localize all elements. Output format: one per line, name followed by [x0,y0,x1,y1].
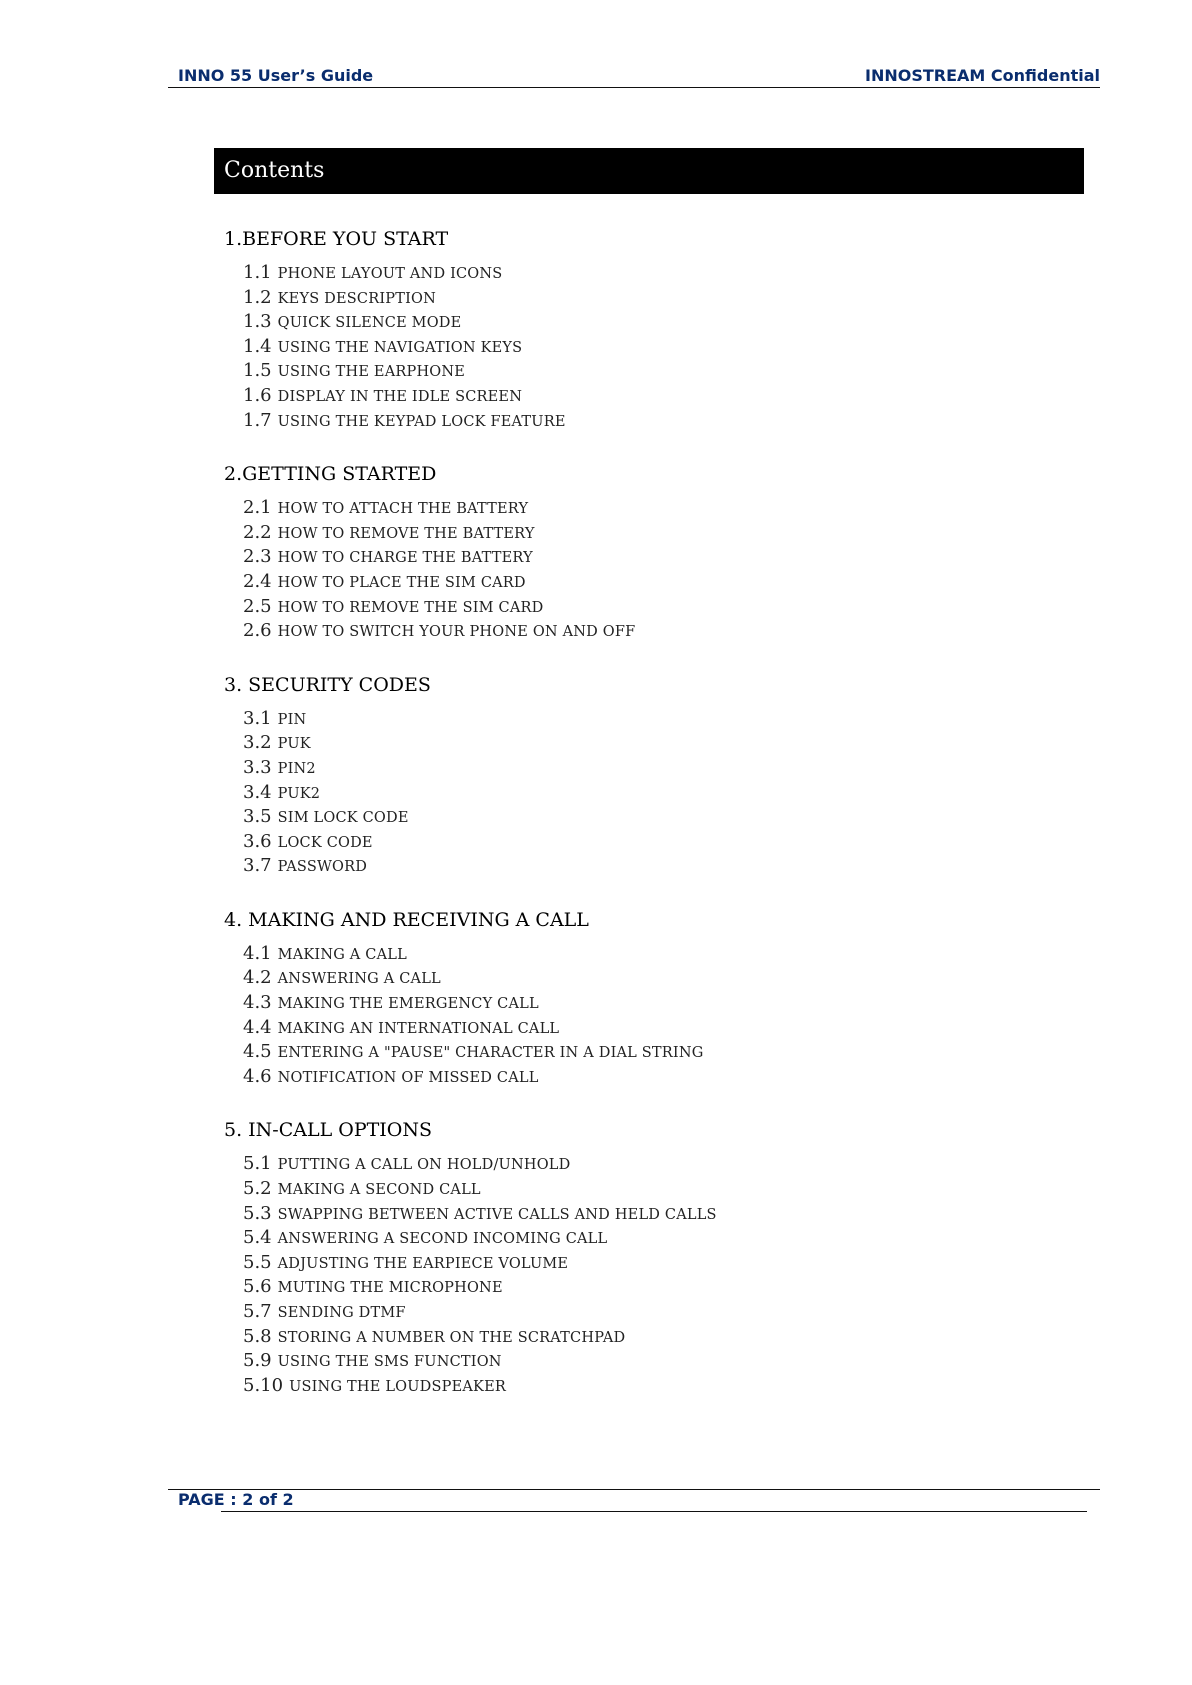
toc-item-number: 3.6 [243,830,272,852]
table-of-contents [224,226,1084,1426]
toc-item [243,310,1084,335]
toc-item [243,335,1084,360]
toc-item-number: 2.6 [243,620,272,642]
header-confidential: INNOSTREAM Confidential [865,66,1100,85]
toc-item-number: 2.1 [243,497,272,519]
toc-item-number: 1.4 [243,335,272,357]
section-title: 5. IN-CALL OPTIONS [224,1119,433,1142]
toc-item-number: 3.2 [243,732,272,754]
toc-item [243,756,1084,781]
toc-item-number: 1.3 [243,311,272,333]
toc-item [243,521,1084,546]
toc-item-number: 1.5 [243,360,272,382]
toc-item [243,731,1084,756]
toc-item-text: PASSWORD [277,859,368,876]
header-rule [168,87,1100,88]
toc-item-text: SENDING DTMF [277,1305,406,1321]
toc-item [243,707,1084,732]
toc-item-number: 4.4 [243,1016,272,1038]
toc-item [243,619,1084,644]
toc-item-text: STORING A NUMBER ON THE SCRATCHPAD [277,1329,626,1346]
toc-item-number: 5.2 [243,1178,272,1200]
toc-item-text: USING THE EARPHONE [277,364,466,381]
toc-item-text: HOW TO REMOVE THE SIM CARD [277,599,544,616]
toc-item [243,286,1084,311]
toc-item-text: SIM LOCK CODE [277,810,409,827]
toc-item-text: PUK [277,736,311,753]
toc-item-number: 2.5 [243,595,272,617]
toc-item [243,1374,1084,1399]
footer-page-number: PAGE : 2 of 2 [178,1490,294,1509]
toc-item [243,830,1084,855]
toc-item-text: MAKING THE EMERGENCY CALL [277,996,539,1013]
section-items [224,942,1084,1090]
toc-item-number: 4.6 [243,1065,272,1087]
toc-item-number: 2.3 [243,546,272,568]
toc-item-text: ENTERING A "PAUSE" CHARACTER IN A DIAL STRING [277,1045,704,1062]
toc-item [243,496,1084,521]
section-title: 1.BEFORE YOU START [224,228,449,250]
toc-item [243,595,1084,620]
toc-item-number: 3.3 [243,756,272,778]
section-title: 4. MAKING AND RECEIVING A CALL [224,908,589,931]
toc-item-number: 5.6 [243,1276,272,1298]
toc-item-number: 3.1 [243,707,272,729]
toc-item [243,1325,1084,1350]
toc-item-number: 5.4 [243,1227,272,1249]
toc-item [243,1016,1084,1041]
toc-item-text: USING THE NAVIGATION KEYS [277,339,523,356]
toc-item [243,1251,1084,1276]
toc-item [243,942,1084,967]
toc-item [243,409,1084,434]
toc-item-number: 4.1 [243,942,272,964]
toc-item-text: DISPLAY IN THE IDLE SCREEN [277,388,523,405]
toc-item [243,805,1084,830]
header-doc-title: INNO 55 User’s Guide [178,66,374,85]
toc-item-text: USING THE KEYPAD LOCK FEATURE [277,413,566,430]
toc-item-number: 5.1 [243,1153,272,1175]
toc-item-text: PIN2 [277,760,316,777]
toc-item-text: ANSWERING A SECOND INCOMING CALL [277,1231,608,1248]
toc-item [243,384,1084,409]
toc-item [243,1226,1084,1251]
section-items [224,261,1084,433]
toc-item-text: HOW TO PLACE THE SIM CARD [277,574,526,591]
toc-item-number: 4.5 [243,1041,272,1063]
toc-item-text: USING THE LOUDSPEAKER [289,1378,506,1395]
toc-item [243,1177,1084,1202]
toc-item-text: MAKING A CALL [277,946,407,963]
footer-rule-bottom [221,1511,1087,1512]
toc-item-text: ADJUSTING THE EARPIECE VOLUME [277,1255,569,1272]
toc-section [224,907,1084,1090]
toc-item-number: 5.7 [243,1301,272,1322]
toc-item-text: HOW TO CHARGE THE BATTERY [277,550,533,567]
section-title: 2.GETTING STARTED [224,463,437,486]
toc-section [224,672,1084,879]
footer-rule-top [168,1489,1100,1490]
toc-item-number: 2.2 [243,521,272,543]
toc-section [224,461,1084,644]
toc-item-number: 4.3 [243,992,272,1014]
toc-item-number: 5.9 [243,1350,272,1372]
toc-item [243,1040,1084,1065]
toc-item-text: KEYS DESCRIPTION [277,290,436,307]
toc-item [243,1300,1084,1325]
section-items [224,496,1084,644]
toc-item [243,359,1084,384]
toc-item [243,1202,1084,1227]
toc-item-text: MAKING AN INTERNATIONAL CALL [277,1020,560,1037]
toc-item-number: 4.2 [243,967,272,989]
toc-section [224,1117,1084,1398]
toc-item [243,1065,1084,1090]
toc-item-text: PUK2 [277,785,321,802]
toc-item-number: 1.7 [243,409,272,431]
toc-item-text: LOCK CODE [277,834,373,851]
toc-item-text: MUTING THE MICROPHONE [277,1280,503,1297]
toc-item-number: 5.10 [243,1374,284,1396]
toc-item-number: 5.3 [243,1202,272,1224]
toc-item-text: QUICK SILENCE MODE [277,315,462,332]
toc-item [243,991,1084,1016]
toc-item-number: 1.2 [243,286,272,308]
toc-item-number: 3.4 [243,781,272,803]
toc-item-number: 3.5 [243,806,272,828]
toc-item-number: 5.5 [243,1251,272,1273]
toc-item-text: MAKING A SECOND CALL [277,1182,481,1199]
toc-item-number: 1.1 [243,262,272,283]
toc-item-text: PHONE LAYOUT AND ICONS [277,266,503,282]
toc-item-text: ANSWERING A CALL [277,971,441,988]
toc-item [243,570,1084,595]
toc-item [243,1275,1084,1300]
toc-item-number: 1.6 [243,384,272,406]
toc-item [243,854,1084,879]
toc-item-text: PIN [277,711,307,728]
toc-item [243,1349,1084,1374]
contents-banner: Contents [214,148,1084,194]
toc-item [243,966,1084,991]
toc-item-text: USING THE SMS FUNCTION [277,1354,502,1371]
toc-item-text: SWAPPING BETWEEN ACTIVE CALLS AND HELD CALLS [277,1206,717,1223]
toc-item [243,261,1084,286]
section-items [224,1152,1084,1398]
toc-item-text: HOW TO SWITCH YOUR PHONE ON AND OFF [277,624,636,641]
toc-item-number: 3.7 [243,855,272,877]
toc-item-text: PUTTING A CALL ON HOLD/UNHOLD [277,1157,571,1174]
toc-item [243,1152,1084,1177]
section-title: 3. SECURITY CODES [224,673,431,696]
section-items [224,707,1084,879]
toc-item [243,545,1084,570]
toc-item [243,781,1084,806]
toc-item-number: 5.8 [243,1325,272,1347]
toc-item-text: NOTIFICATION OF MISSED CALL [277,1069,539,1086]
toc-item-text: HOW TO REMOVE THE BATTERY [277,525,535,542]
toc-section [224,226,1084,433]
toc-item-text: HOW TO ATTACH THE BATTERY [277,501,529,518]
toc-item-number: 2.4 [243,570,272,592]
